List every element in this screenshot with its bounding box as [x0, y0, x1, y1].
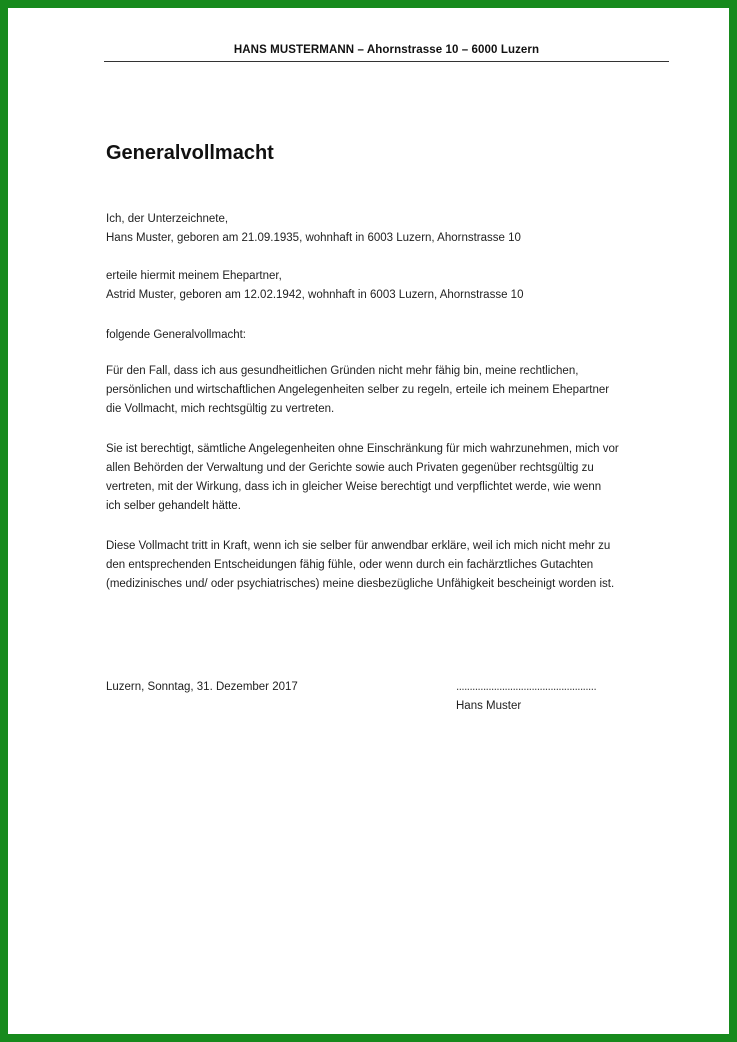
- signatory-name: Hans Muster: [456, 700, 522, 712]
- letterhead-divider: [104, 61, 669, 62]
- signature-line: ....................................................: [456, 681, 597, 693]
- paragraph-line: erteile hiermit meinem Ehepartner,: [106, 270, 282, 282]
- paragraph-line: vertreten, mit der Wirkung, dass ich in gleicher Weise berechtigt und verpflichtet werde, wie wenn: [106, 481, 602, 493]
- place-and-date: Luzern, Sonntag, 31. Dezember 2017: [106, 681, 298, 693]
- paragraph-line: (medizinisches und/ oder psychiatrisches) meine diesbezügliche Unfähigkeit bescheinigt worden ist.: [106, 578, 615, 590]
- letterhead: HANS MUSTERMANN – Ahornstrasse 10 – 6000 Luzern: [233, 44, 540, 56]
- paragraph-line: Ich, der Unterzeichnete,: [106, 213, 229, 225]
- paragraph-line: die Vollmacht, mich rechtsgültig zu vertreten.: [106, 403, 335, 415]
- paragraph-authority: [106, 440, 666, 516]
- paragraph-line: folgende Generalvollmacht:: [106, 329, 246, 341]
- paragraph-line: Für den Fall, dass ich aus gesundheitlichen Gründen nicht mehr fähig bin, meine rechtlichen,: [106, 365, 579, 377]
- paragraph-line: ich selber gehandelt hätte.: [106, 500, 241, 512]
- paragraph-grantee: [106, 267, 666, 305]
- document-title: Generalvollmacht: [106, 142, 274, 164]
- paragraph-declarant: [106, 210, 666, 248]
- paragraph-line: den entsprechenden Entscheidungen fähig fühle, oder wenn durch ein fachärztliches Gutachten: [106, 559, 594, 571]
- paragraph-line: Sie ist berechtigt, sämtliche Angelegenheiten ohne Einschränkung für mich wahrzunehmen, mich vor: [106, 443, 619, 455]
- paragraph-intro: [106, 326, 666, 345]
- paragraph-line: allen Behörden der Verwaltung und der Gerichte sowie auch Privaten gegenüber rechtsgültig zu: [106, 462, 594, 474]
- paragraph-line: Hans Muster, geboren am 21.09.1935, wohnhaft in 6003 Luzern, Ahornstrasse 10: [106, 232, 521, 244]
- paragraph-effect: [106, 537, 666, 594]
- paragraph-line: Astrid Muster, geboren am 12.02.1942, wohnhaft in 6003 Luzern, Ahornstrasse 10: [106, 289, 524, 301]
- paragraph-line: Diese Vollmacht tritt in Kraft, wenn ich sie selber für anwendbar erkläre, weil ich mich nicht mehr zu: [106, 540, 611, 552]
- paragraph-line: persönlichen und wirtschaftlichen Angelegenheiten selber zu regeln, erteile ich meinem Ehepartner: [106, 384, 610, 396]
- paragraph-scope: [106, 362, 666, 419]
